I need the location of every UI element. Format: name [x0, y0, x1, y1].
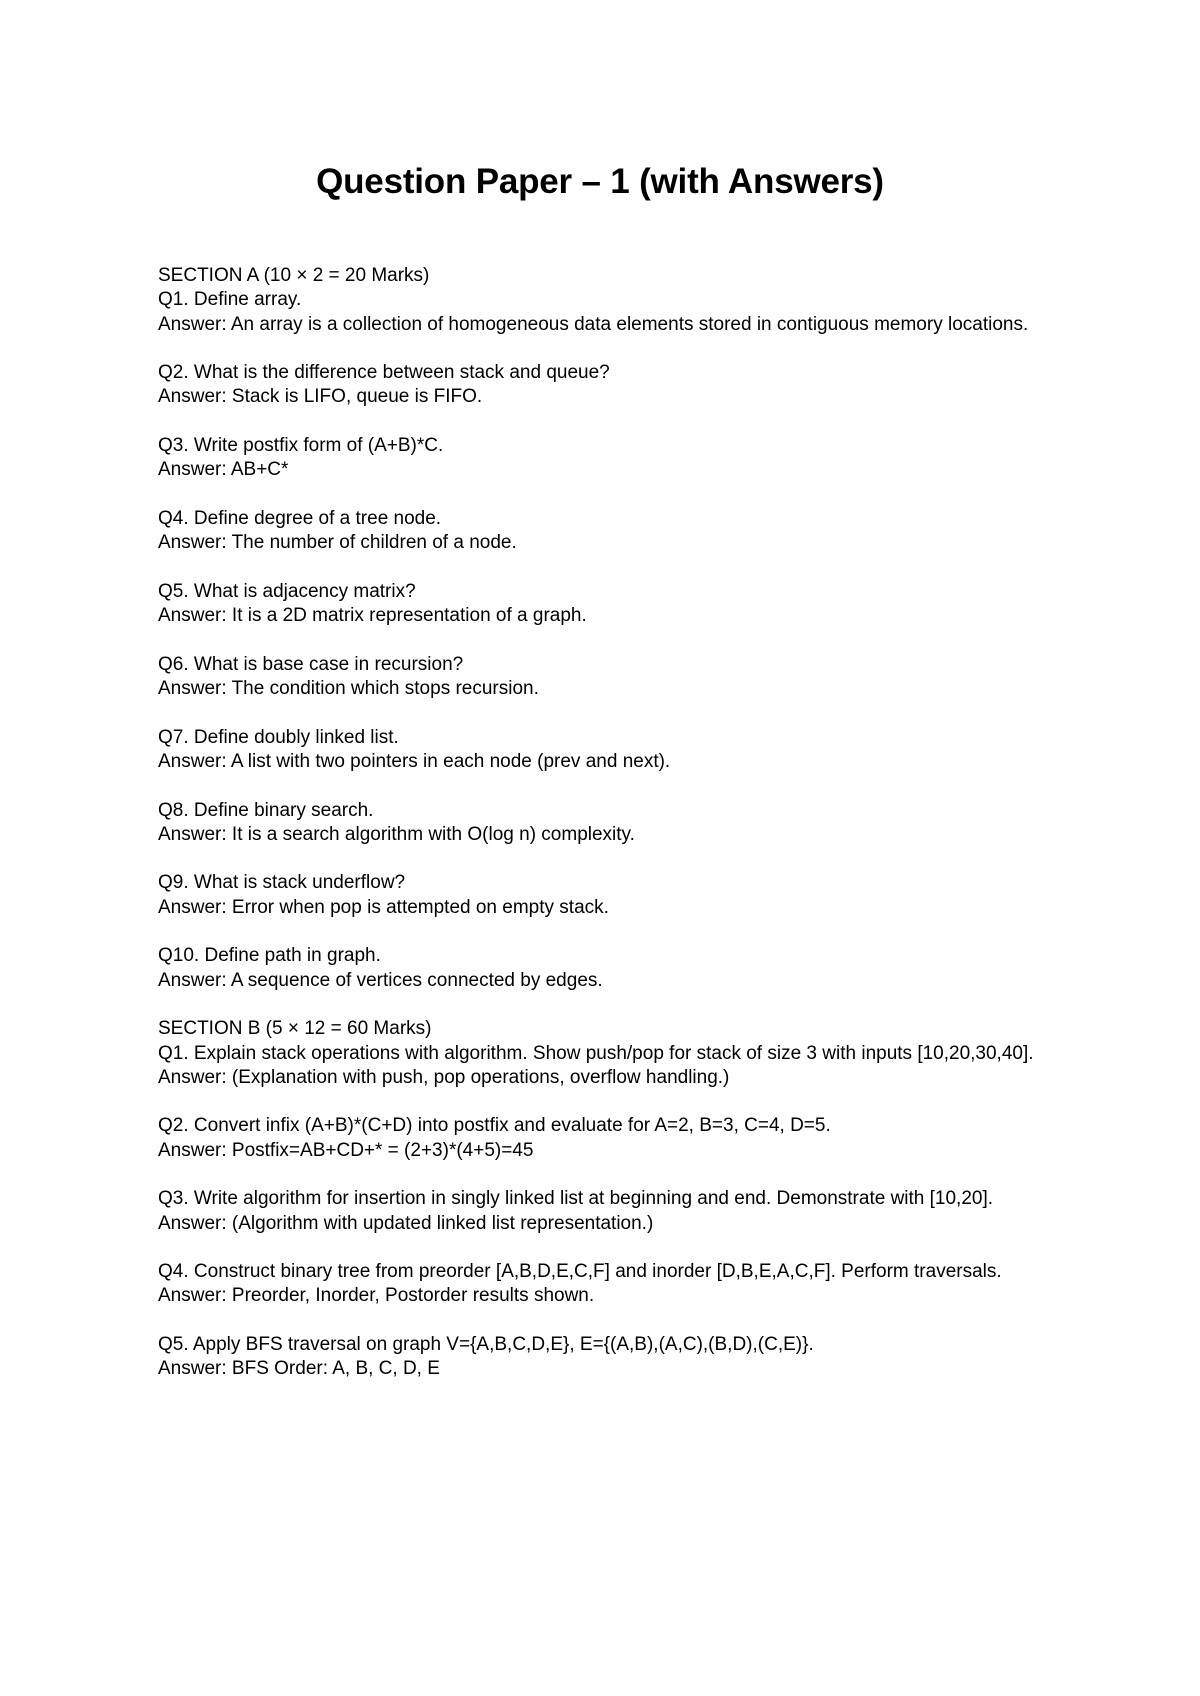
spacer — [158, 628, 1078, 652]
section-b-q4-question: Q4. Construct binary tree from preorder [A,B,D,E,C,F] and inorder [D,B,E,A,C,F]. Perform traversals. — [158, 1261, 1002, 1283]
section-a-heading: SECTION A (10 × 2 = 20 Marks) — [158, 265, 430, 286]
section-a-q7-answer: Answer: A list with two pointers in each node (prev and next). — [158, 750, 671, 772]
section-a-q8-answer: Answer: It is a search algorithm with O(log n) complexity. — [158, 823, 635, 845]
question-content — [158, 264, 1078, 1382]
spacer — [158, 920, 1078, 944]
section-a-q1-answer: Answer: An array is a collection of homogeneous data elements stored in contiguous memory locations. — [158, 313, 1029, 335]
section-a-q5-answer: Answer: It is a 2D matrix representation of a graph. — [158, 605, 587, 627]
section-a-q7-question: Q7. Define doubly linked list. — [158, 726, 399, 748]
section-b-q1-answer: Answer: (Explanation with push, pop operations, overflow handling.) — [158, 1066, 730, 1088]
spacer — [158, 483, 1078, 507]
section-b-q1-question: Q1. Explain stack operations with algorithm. Show push/pop for stack of size 3 with inputs [10,20,30,40]. — [158, 1042, 1034, 1064]
section-b-q3-answer: Answer: (Algorithm with updated linked list representation.) — [158, 1212, 654, 1234]
spacer — [158, 1090, 1078, 1114]
spacer — [158, 774, 1078, 798]
section-a-q1-question: Q1. Define array. — [158, 289, 302, 311]
page-title: Question Paper – 1 (with Answers) — [316, 162, 884, 201]
spacer — [158, 337, 1078, 361]
spacer — [158, 701, 1078, 725]
section-b-heading: SECTION B (5 × 12 = 60 Marks) — [158, 1018, 432, 1040]
section-a-q9-question: Q9. What is stack underflow? — [158, 872, 406, 894]
spacer — [158, 847, 1078, 871]
section-b-q2-answer: Answer: Postfix=AB+CD+* = (2+3)*(4+5)=45 — [158, 1139, 534, 1161]
section-a-q3-answer: Answer: AB+C* — [158, 459, 289, 481]
section-b-q5-answer: Answer: BFS Order: A, B, C, D, E — [158, 1358, 440, 1380]
spacer — [158, 1309, 1078, 1333]
section-b-q4-answer: Answer: Preorder, Inorder, Postorder results shown. — [158, 1285, 595, 1307]
section-b-q5-question: Q5. Apply BFS traversal on graph V={A,B,C,D,E}, E={(A,B),(A,C),(B,D),(C,E)}. — [158, 1334, 814, 1356]
spacer — [158, 993, 1078, 1017]
spacer — [158, 410, 1078, 434]
section-a-q8-question: Q8. Define binary search. — [158, 799, 374, 821]
section-a-q9-answer: Answer: Error when pop is attempted on empty stack. — [158, 896, 609, 918]
section-a-q6-question: Q6. What is base case in recursion? — [158, 653, 464, 675]
section-b-q2-question: Q2. Convert infix (A+B)*(C+D) into postfix and evaluate for A=2, B=3, C=4, D=5. — [158, 1115, 831, 1137]
section-a-q10-answer: Answer: A sequence of vertices connected by edges. — [158, 969, 603, 991]
section-a-q2-answer: Answer: Stack is LIFO, queue is FIFO. — [158, 386, 483, 408]
section-a-q5-question: Q5. What is adjacency matrix? — [158, 580, 416, 602]
section-a-q10-question: Q10. Define path in graph. — [158, 945, 381, 967]
section-b-q3-question: Q3. Write algorithm for insertion in singly linked list at beginning and end. Demonstrate with [10,20]. — [158, 1188, 994, 1210]
section-a-q2-question: Q2. What is the difference between stack and queue? — [158, 362, 610, 384]
spacer — [158, 1163, 1078, 1187]
spacer — [158, 1236, 1078, 1260]
section-a-q4-question: Q4. Define degree of a tree node. — [158, 507, 442, 529]
section-a-q4-answer: Answer: The number of children of a node. — [158, 532, 517, 554]
section-a-q6-answer: Answer: The condition which stops recursion. — [158, 678, 539, 700]
section-a-q3-question: Q3. Write postfix form of (A+B)*C. — [158, 435, 444, 457]
spacer — [158, 556, 1078, 580]
